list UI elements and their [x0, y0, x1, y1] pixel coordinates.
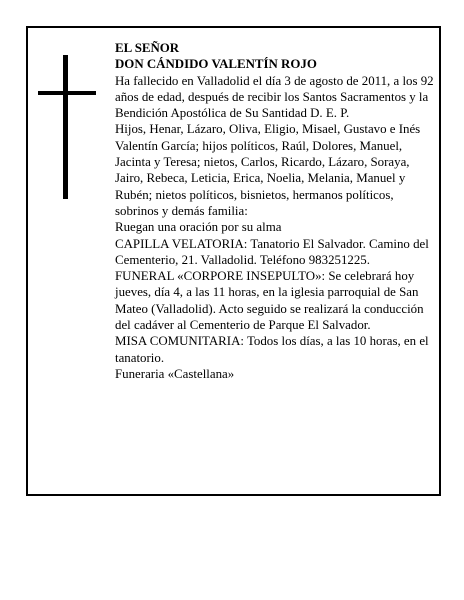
funeral-info: FUNERAL «CORPORE INSEPULTO»: Se celebrará hoy jueves, día 4, a las 11 horas, en la iglesia parroquial de San Mateo (Valladolid). Acto seguido se realizará la conducción del cadáver al Cementerio de Parque El Salvador.: [115, 269, 424, 333]
chapel-info: CAPILLA VELATORIA: Tanatorio El Salvador. Camino del Cementerio, 21. Valladolid. Teléfono 983251225.: [115, 236, 429, 267]
prayer-request: Ruegan una oración por su alma: [115, 220, 282, 235]
obituary-text: [115, 40, 435, 382]
death-announcement: Ha fallecido en Valladolid el día 3 de agosto de 2011, a los 92 años de edad, después de recibir los Santos Sacramentos y la Bendición Apostólica de Su Santidad D. E. P.: [115, 73, 434, 121]
deceased-name: DON CÁNDIDO VALENTÍN ROJO: [115, 57, 317, 72]
funeral-home: Funeraria «Castellana»: [115, 366, 235, 381]
obituary-notice: [26, 26, 441, 496]
cross-vertical-bar: [63, 55, 68, 199]
family-list: Hijos, Henar, Lázaro, Oliva, Eligio, Misael, Gustavo e Inés Valentín García; hijos políticos, Raúl, Dolores, Manuel, Jacinta y Teresa; nietos, Carlos, Ricardo, Lázaro, Soraya, Jairo, Rebeca, Leticia, Erica, Noelia, Melania, Manuel y Rubén; nietos políticos, bisnietos, hermanos políticos, sobrinos y demás familia:: [115, 122, 421, 218]
mass-info: MISA COMUNITARIA: Todos los días, a las 10 horas, en el tanatorio.: [115, 334, 429, 365]
heading-title: EL SEÑOR: [115, 41, 180, 55]
cross-icon: [38, 55, 96, 199]
cross-horizontal-bar: [38, 91, 96, 95]
